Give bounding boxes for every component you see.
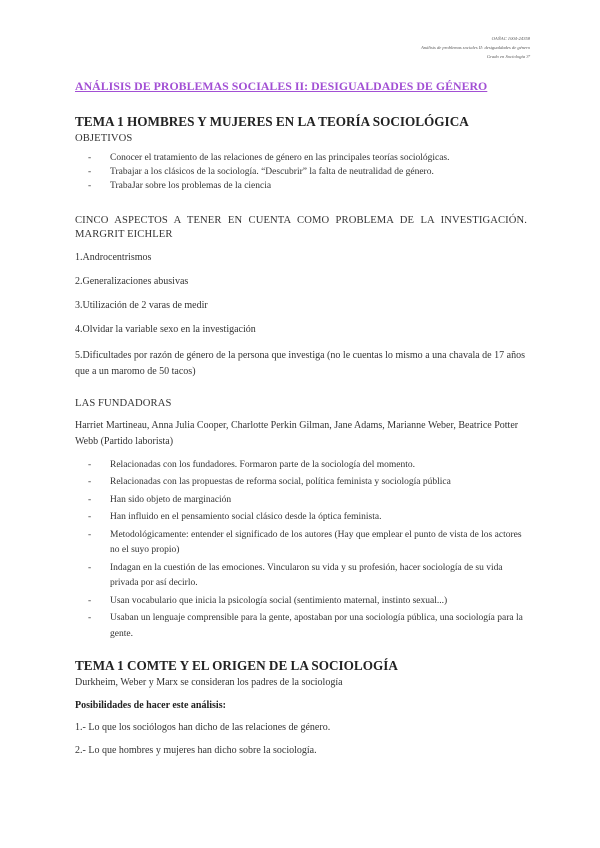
- aspecto-item: 1.Androcentrismos: [75, 252, 152, 263]
- list-item: - TrabaJar sobre los problemas de la ciencia: [88, 180, 272, 191]
- list-item: - Conocer el tratamiento de las relaciones de género en las principales teorías sociológicas.: [88, 153, 450, 163]
- cinco-aspectos-heading: CINCO ASPECTOS A TENER EN CUENTA COMO PROBLEMA DE LA INVESTIGACIÓN. MARGRIT EICHLER: [75, 215, 527, 240]
- objetivos-list: [75, 152, 527, 193]
- tema1b-intro: Durkheim, Weber y Marx se consideran los padres de la sociología: [75, 677, 343, 688]
- posibilidad-item: 2.- Lo que hombres y mujeres han dicho sobre la sociología.: [75, 745, 317, 756]
- header-line-code: OAÑAC 1004-24358: [491, 36, 530, 41]
- page-header-meta: [421, 34, 530, 61]
- objetivos-label: OBJETIVOS: [75, 133, 133, 144]
- fundadoras-names: Harriet Martineau, Anna Julia Cooper, Charlotte Perkin Gilman, Jane Adams, Marianne Weber, Beatrice Potter Webb (Partido laborista): [75, 420, 519, 447]
- posibilidad-item: 1.- Lo que los sociólogos han dicho de las relaciones de género.: [75, 722, 331, 733]
- aspecto-item: 5.Dificultades por razón de género de la persona que investiga (no le cuentas lo mismo a una chavala de 17 años que a un maromo de 50 tacos): [75, 350, 525, 377]
- list-item: - Metodológicamente: entender el significado de los autores (Hay que emplear el punto de vista de los actores no el suyo propio): [88, 529, 522, 556]
- posibilidades-label: Posibilidades de hacer este análisis:: [75, 700, 226, 711]
- list-item: - Han influido en el pensamiento social clásico desde la óptica feminista.: [88, 512, 382, 523]
- tema1b-heading: TEMA 1 COMTE Y EL ORIGEN DE LA SOCIOLOGÍA: [75, 658, 398, 673]
- aspecto-item: 3.Utilización de 2 varas de medir: [75, 300, 208, 311]
- aspecto-item: 4.Olvidar la variable sexo en la investigación: [75, 324, 256, 335]
- document-title: ANÁLISIS DE PROBLEMAS SOCIALES II: DESIGUALDADES DE GÉNERO: [75, 79, 488, 93]
- header-line-subject: Análisis de problemas sociales II: desigualdades de género: [421, 45, 530, 50]
- list-item: - Trabajar a los clásicos de la sociología. “Descubrir” la falta de neutralidad de género.: [88, 166, 434, 177]
- header-line-degree: Grado en Sociología 3º: [486, 54, 530, 59]
- list-item: - Usan vocabulario que inicia la psicología social (sentimiento maternal, instinto sexual...): [88, 595, 448, 606]
- tema1-heading: TEMA 1 HOMBRES Y MUJERES EN LA TEORÍA SOCIOLÓGICA: [75, 114, 469, 129]
- aspecto-item: 2.Generalizaciones abusivas: [75, 276, 189, 287]
- list-item: - Indagan en la cuestión de las emociones. Vincularon su vida y su profesión, hacer sociología de su vida privada por así decirlo.: [88, 562, 503, 589]
- list-item: - Relacionadas con los fundadores. Formaron parte de la sociología del momento.: [88, 460, 415, 470]
- list-item: - Usaban un lenguaje comprensible para la gente, apostaban por una sociología pública, una sociología para la gente.: [88, 612, 523, 639]
- list-item: - Han sido objeto de marginación: [88, 494, 232, 505]
- fundadoras-label: LAS FUNDADORAS: [75, 398, 172, 409]
- list-item: - Relacionadas con las propuestas de reforma social, política feminista y sociología pública: [88, 477, 451, 488]
- fundadoras-list: [75, 458, 527, 644]
